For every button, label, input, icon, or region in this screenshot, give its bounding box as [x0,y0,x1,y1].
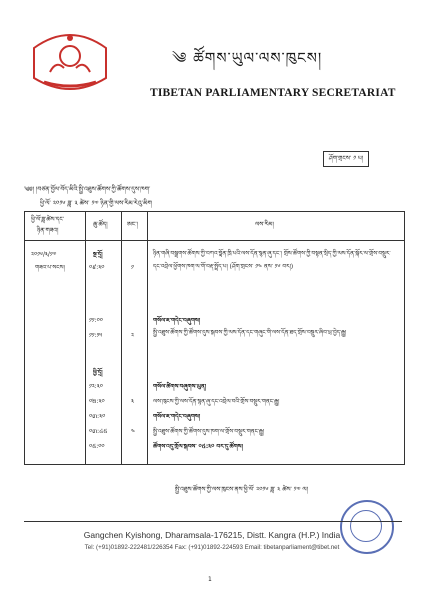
column-divider [121,212,122,464]
date-day: གཟའ་པ་སངས། [35,265,65,271]
agenda-table [24,211,405,465]
row-agenda: སྤྱི་འཐུས་ཚོགས་ཀྱི་ཚོགས་དུས་སྐབས་ཀྱི་ལས་དོན་དང་གཞུང་གི་ལས་དོན་ཐད་གྲོས་བསྡུར་ཞིབ་ཕྲ་བྱེད་རྒྱུ། [153,330,347,336]
row-time: ༠២:༣༠ [89,399,105,405]
row-agenda: ཚོགས་འདུ་གྲོལ་སྐབས་ ༠៥:༣༠ བར་དུ་ཚོགས། [153,444,243,450]
session-morning: སྔ་དྲོ། [93,252,103,258]
footer-divider [24,521,402,522]
header-time: ཆུ་ཚོད། [93,221,108,228]
header-divider [25,240,404,241]
header-title-tibetan: ༄ ཚོགས་ཡུལ་ལས་ཁུངས། [172,49,323,67]
row-time: ༠៣:៤៥ [89,429,108,435]
closing-line: སྤྱི་འཐུས་ཚོགས་ཀྱི་ལས་ཁུངས་ནས་ཕྱི་ལོ་ ༢༠༡༦ ཟླ་ ༣ ཚེས་ ༡༧ ལ། [175,486,308,493]
row-time: ༠៣:༣༠ [89,414,106,420]
row-agenda: གསོལ་ཚིགས་བཞུགས་ཡུན། [153,384,206,390]
row-agenda: སྤྱི་འཐུས་ཚོགས་ཀྱི་ཚོགས་དུས་ཁག་ལ་གྲོས་བསྡུར་གནང་རྒྱུ། [153,429,265,435]
row-time: ༠៩:༣༠ [89,265,105,271]
header-title-english: TIBETAN PARLIAMENTARY SECRETARIAT [150,87,396,99]
row-number: ༡ [131,265,134,271]
header-agenda: ལས་རིམ། [255,221,274,228]
row-agenda: ལས་ཁུངས་ཀྱི་ལས་དོན་སྙན་ཞུ་དང་འབྲེལ་བའི་གྲོས་བསྡུར་གནང་རྒྱུ། [153,399,280,405]
row-time: ༡༡:༡༥ [89,333,102,339]
header-date: ཕྱི་ལོ་ཟླ་ཚེས་དང་ [31,216,65,223]
document-title-line2: ཕྱི་ལོ་ ༢༠༡༦ ཟླ་ ༣ ཚེས་ ༡༧ ཉིན་གྱི་ལས་རིམ་རེའུ་མིག [40,200,152,207]
row-agenda: ཉིན་གཞི་བསྒྲགས་ཚོགས་ཀྱི་བཀའ་བློན་ཁྲི་པའི་ལས་དོན་སྙན་ཞུ་དང་། གྲོས་ཚོགས་ཀྱི་བསྟན་སྲིད་ཀྱི་ལས་དོན་སྐོར་ལ་གྲོས་བསྡུར་དང་འབྲེལ་ཕྱོགས་ཁག་ལ་གོ་བརྡ་སྤྲོད་པ། (ཤོག་གྲངས་ ༡༤ ནས་ ༡༦ བར།) [153,251,391,270]
header-date-day: ཉིན་གཟའ། [37,227,59,234]
column-divider [147,212,148,464]
row-time: ༡༢:༣༠ [89,384,103,390]
session-afternoon: ཕྱི་དྲོ། [93,370,103,376]
row-number: ༤ [131,429,135,435]
header-number: ཨང་། [127,221,138,228]
row-number: ༢ [131,333,135,339]
footer-address: Gangchen Kyishong, Dharamsala-176215, Distt. Kangra (H.P.) India [83,530,341,540]
column-divider [85,212,86,464]
row-number: ༣ [131,399,134,405]
footer-contact: Tel: (+91)01892-222481/226354 Fax: (+91)01892-224593 Email: tibetanparliament@tibet.net [84,544,340,551]
document-title-line1: ༄༅། །བཙན་བྱོལ་བོད་མིའི་སྤྱི་འཐུས་ཚོགས་ཀྱི་ཚོགས་དུས་ཁག་ [24,186,151,193]
date-value: ༢༠༡༦/༣/༡༧ [31,252,57,258]
row-agenda: གསོལ་ཇ་གདེང་བཞུགས། [153,414,201,420]
row-time: ༡༡:༠༠ [89,318,103,324]
row-time: ༠៥:༠༠ [89,444,105,450]
page-reference: ཤོག་གྲངས་ ༡ པ། [323,151,369,167]
page-number: 1 [208,576,212,583]
row-agenda: གསོལ་ཇ་གདེང་བཞུགས། [153,318,201,324]
parliament-emblem-icon [24,20,116,102]
